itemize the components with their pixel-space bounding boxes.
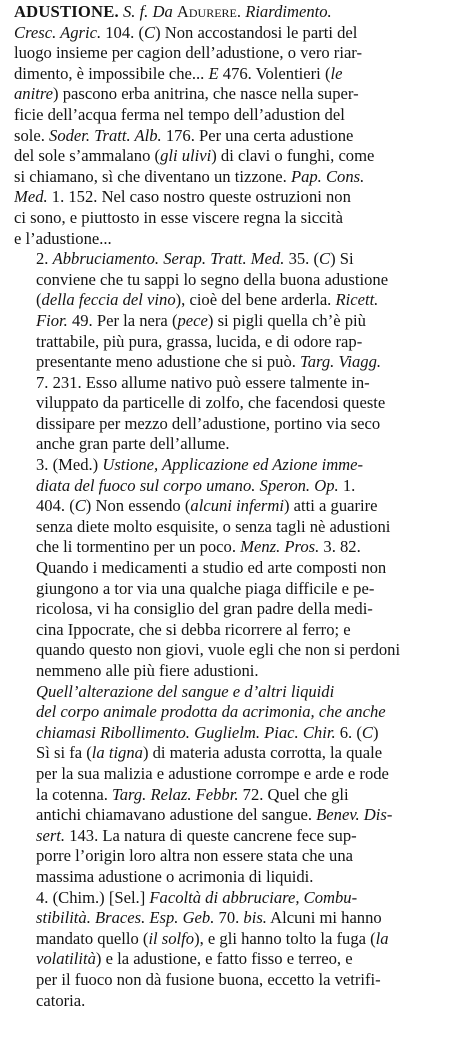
entry-paragraph-3 xyxy=(14,455,464,682)
text-line: 4. (Chim.) [Sel.] Facoltà di abbruciare, Combu- xyxy=(36,887,358,907)
text-line: che li tormentino per un poco. Menz. Pros. 3. 82. xyxy=(36,537,361,557)
text-line: sert. 143. La natura di queste cancrene fece sup- xyxy=(36,825,357,845)
text-line: 2. Abbruciamento. Serap. Tratt. Med. 35. (C) Si xyxy=(36,249,354,269)
entry-paragraph-3b xyxy=(14,682,464,888)
text-line: si chiamano, sì che diventano un tizzone. Pap. Cons. xyxy=(14,166,365,186)
text-line: anitre) pascono erba anitrina, che nasce nella super- xyxy=(14,84,359,104)
text-line: Fior. 49. Per la nera (pece) si pigli quella ch’è più xyxy=(36,310,366,330)
text-line: del sole s’ammalano (gli ulivi) di clavi o funghi, come xyxy=(14,146,375,166)
entry-paragraph-4 xyxy=(14,888,464,1012)
text-line: per il fuoco non dà fusione buona, eccetto la vetrifi- xyxy=(36,969,381,989)
text-line: 7. 231. Esso allume nativo può essere talmente in- xyxy=(36,372,370,392)
text-line: mandato quello (il solfo), e gli hanno tolto la fuga (la xyxy=(36,928,389,948)
text-line: ADUSTIONE. S. f. Da Adurere. Riardimento. xyxy=(14,2,332,21)
text-line: giungono a tor via una qualche piaga difficile e pe- xyxy=(36,578,375,598)
text-line: trattabile, più pura, grassa, lucida, e di odore rap- xyxy=(36,331,363,351)
text-line: dimento, è impossibile che... E 476. Volentieri (le xyxy=(14,63,343,83)
text-line: volatilità) e la adustione, e fatto fisso e terreo, e xyxy=(36,949,353,969)
text-line: (della feccia del vino), cioè del bene arderla. Ricett. xyxy=(36,290,379,310)
text-line: cina Ippocrate, che si debba ricorrere al ferro; e xyxy=(36,619,351,639)
text-line: Sì si fa (la tigna) di materia adusta corrotta, la quale xyxy=(36,743,383,763)
text-line: del corpo animale prodotta da acrimonia, che anche xyxy=(36,702,386,722)
text-line: sole. Soder. Tratt. Alb. 176. Per una certa adustione xyxy=(14,125,354,145)
text-line: luogo insieme per cagion dell’adustione, o vero riar- xyxy=(14,43,363,63)
text-line: massima adustione o acrimonia di liquidi. xyxy=(36,866,314,886)
text-line: chiamasi Ribollimento. Guglielm. Piac. Chir. 6. (C) xyxy=(36,722,379,742)
text-line: Quando i medicamenti a studio ed arte composti non xyxy=(36,558,387,578)
text-line: 404. (C) Non essendo (alcuni infermi) atti a guarire xyxy=(36,496,378,516)
text-line: nemmeno alle più fiere adustioni. xyxy=(36,661,259,680)
text-line: Med. 1. 152. Nel caso nostro queste ostruzioni non xyxy=(14,187,351,207)
text-line: dissipare per mezzo dell’adustione, portino via seco xyxy=(36,413,381,433)
text-line: per la sua malizia e adustione corrompe e arde e rode xyxy=(36,763,389,783)
text-line: senza diete molto esquisite, o senza tagli nè adustioni xyxy=(36,516,391,536)
entry-paragraph-2 xyxy=(14,249,464,455)
text-line: Quell’alterazione del sangue e d’altri liquidi xyxy=(36,681,335,701)
text-line: la cotenna. Targ. Relaz. Febbr. 72. Quel che gli xyxy=(36,784,349,804)
text-line: quando questo non giovi, vuole egli che non si perdoni xyxy=(36,640,401,660)
text-line: e l’adustione... xyxy=(14,228,112,248)
text-line: ricolosa, vi ha consiglio del gran padre della medi- xyxy=(36,599,373,619)
text-line: viluppato da particelle di zolfo, che facendosi queste xyxy=(36,393,386,413)
text-line: Cresc. Agric. 104. (C) Non accostandosi le parti del xyxy=(14,22,358,42)
text-line: ficie dell’acqua ferma nel tempo dell’adustion del xyxy=(14,104,345,124)
text-line: 3. (Med.) Ustione, Applicazione ed Azione imme- xyxy=(36,455,364,475)
text-line: catoria. xyxy=(36,990,86,1010)
text-line: antichi chiamavano adustione del sangue. Benev. Dis- xyxy=(36,805,393,825)
text-line: stibilità. Braces. Esp. Geb. 70. bis. Alcuni mi hanno xyxy=(36,908,382,928)
text-line: diata del fuoco sul corpo umano. Speron. Op. 1. xyxy=(36,475,356,495)
text-line: conviene che tu sappi lo segno della buona adustione xyxy=(36,269,389,289)
text-line: porre l’origin loro altra non essere stata che una xyxy=(36,846,353,866)
text-line: ci sono, e piuttosto in esse viscere regna la siccità xyxy=(14,207,344,227)
entry-paragraph-main xyxy=(14,2,464,249)
text-line: presentante meno adustione che si può. Targ. Viagg. xyxy=(36,352,382,372)
entry-headword: ADUSTIONE. xyxy=(14,2,119,21)
text-line: anche gran parte dell’allume. xyxy=(36,434,230,454)
